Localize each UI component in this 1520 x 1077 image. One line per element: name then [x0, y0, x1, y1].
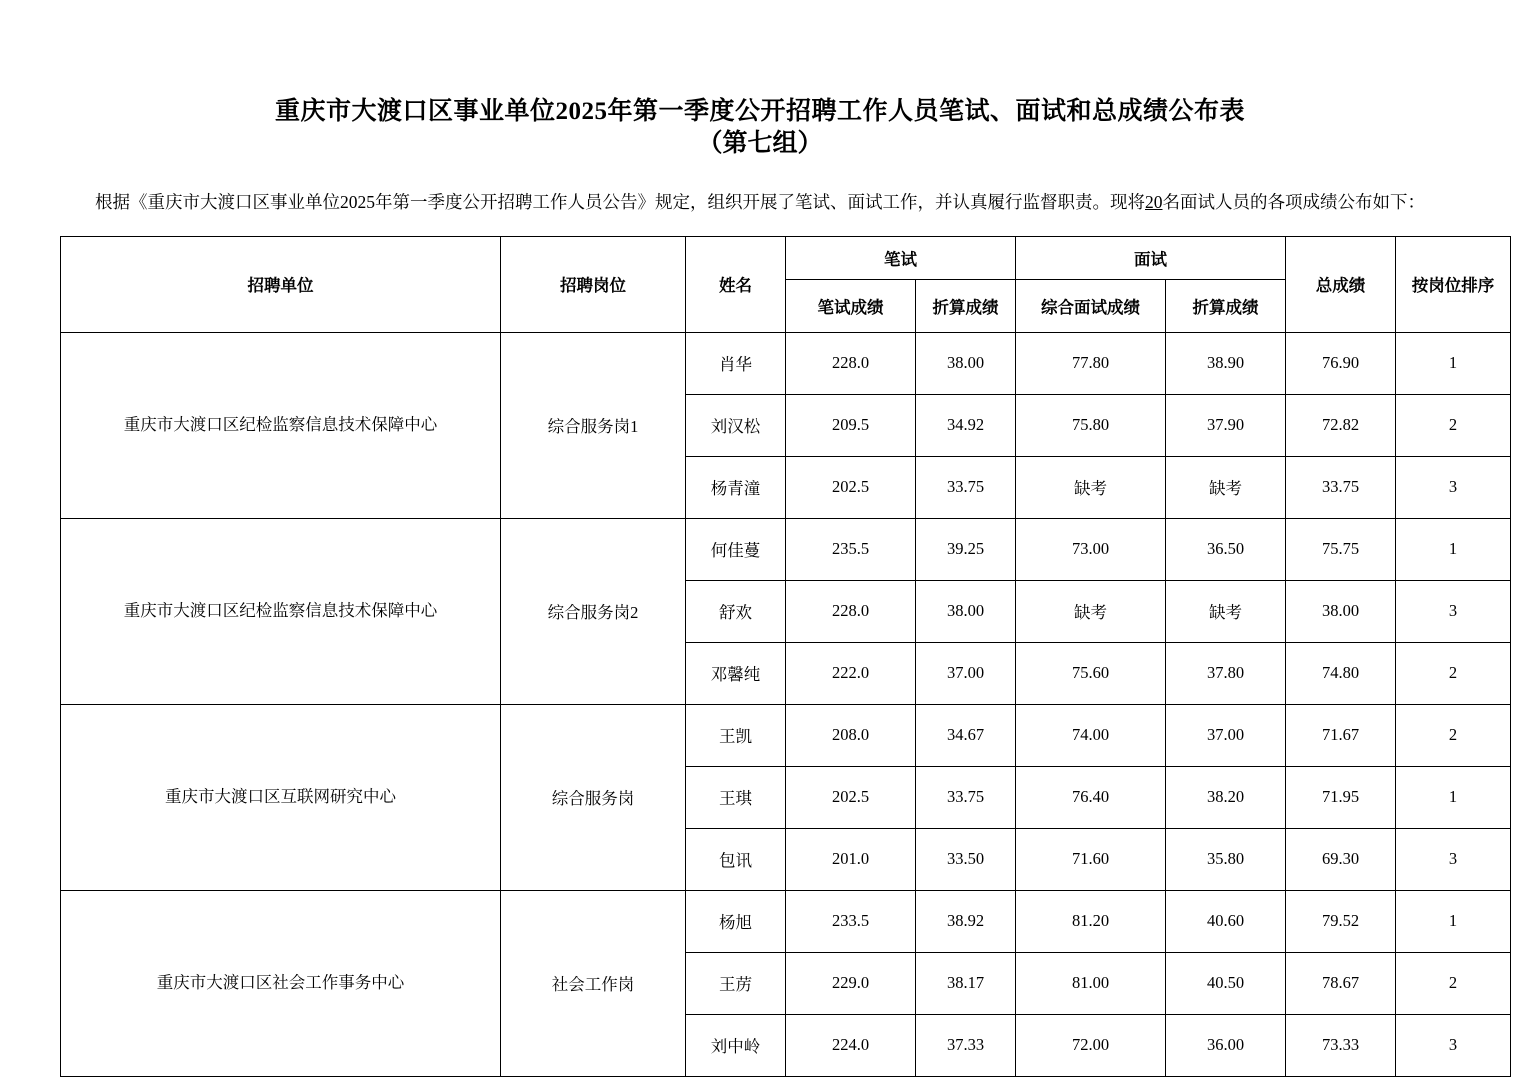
cell-rank: 2: [1396, 704, 1511, 766]
cell-written-score: 228.0: [786, 332, 916, 394]
cell-name: 刘汉松: [686, 394, 786, 456]
cell-total: 76.90: [1286, 332, 1396, 394]
cell-interview-converted: 40.60: [1166, 890, 1286, 952]
cell-written-converted: 39.25: [916, 518, 1016, 580]
column-header-written-score: 笔试成绩: [786, 279, 916, 332]
cell-total: 71.95: [1286, 766, 1396, 828]
cell-written-converted: 38.92: [916, 890, 1016, 952]
cell-name: 肖华: [686, 332, 786, 394]
cell-post: 综合服务岗: [501, 704, 686, 890]
cell-interview-score: 75.60: [1016, 642, 1166, 704]
intro-text-part1: 根据《重庆市大渡口区事业单位2025年第一季度公开招聘工作人员公告》规定，组织开展了笔试、面试工作，并认真履行监督职责。现将: [95, 192, 1145, 212]
cell-total: 38.00: [1286, 580, 1396, 642]
cell-post: 综合服务岗2: [501, 518, 686, 704]
column-header-total: 总成绩: [1286, 236, 1396, 332]
cell-interview-converted: 缺考: [1166, 456, 1286, 518]
cell-name: 杨青潼: [686, 456, 786, 518]
cell-rank: 2: [1396, 394, 1511, 456]
cell-total: 71.67: [1286, 704, 1396, 766]
document-title-block: [0, 0, 1520, 161]
cell-interview-converted: 37.90: [1166, 394, 1286, 456]
column-header-interview-converted: 折算成绩: [1166, 279, 1286, 332]
cell-interview-score: 81.00: [1016, 952, 1166, 1014]
cell-interview-converted: 37.00: [1166, 704, 1286, 766]
cell-written-score: 229.0: [786, 952, 916, 1014]
cell-post: 综合服务岗1: [501, 332, 686, 518]
cell-interview-score: 73.00: [1016, 518, 1166, 580]
cell-written-converted: 38.17: [916, 952, 1016, 1014]
cell-written-score: 228.0: [786, 580, 916, 642]
cell-interview-score: 81.20: [1016, 890, 1166, 952]
cell-total: 33.75: [1286, 456, 1396, 518]
cell-name: 王琪: [686, 766, 786, 828]
cell-rank: 1: [1396, 518, 1511, 580]
table-row: [61, 332, 1511, 394]
cell-rank: 3: [1396, 1014, 1511, 1076]
scores-table: [60, 236, 1511, 1077]
column-header-written-converted: 折算成绩: [916, 279, 1016, 332]
cell-written-score: 202.5: [786, 766, 916, 828]
cell-name: 何佳蔓: [686, 518, 786, 580]
cell-unit: 重庆市大渡口区纪检监察信息技术保障中心: [61, 332, 501, 518]
cell-written-score: 202.5: [786, 456, 916, 518]
cell-rank: 1: [1396, 766, 1511, 828]
cell-written-score: 209.5: [786, 394, 916, 456]
cell-written-converted: 38.00: [916, 580, 1016, 642]
page-title: 重庆市大渡口区事业单位2025年第一季度公开招聘工作人员笔试、面试和总成绩公布表: [274, 98, 1245, 125]
table-body: [61, 332, 1511, 1076]
cell-rank: 2: [1396, 642, 1511, 704]
column-header-post: 招聘岗位: [501, 236, 686, 332]
cell-interview-score: 75.80: [1016, 394, 1166, 456]
cell-interview-converted: 38.90: [1166, 332, 1286, 394]
cell-name: 杨旭: [686, 890, 786, 952]
cell-rank: 3: [1396, 828, 1511, 890]
cell-interview-score: 77.80: [1016, 332, 1166, 394]
cell-interview-converted: 36.00: [1166, 1014, 1286, 1076]
cell-written-score: 224.0: [786, 1014, 916, 1076]
table-row: [61, 890, 1511, 952]
cell-interview-score: 71.60: [1016, 828, 1166, 890]
cell-written-score: 201.0: [786, 828, 916, 890]
cell-total: 69.30: [1286, 828, 1396, 890]
cell-unit: 重庆市大渡口区互联网研究中心: [61, 704, 501, 890]
cell-written-converted: 37.33: [916, 1014, 1016, 1076]
cell-interview-score: 缺考: [1016, 456, 1166, 518]
cell-total: 78.67: [1286, 952, 1396, 1014]
intro-paragraph: [60, 187, 1460, 218]
cell-interview-converted: 37.80: [1166, 642, 1286, 704]
table-head: [61, 236, 1511, 332]
cell-rank: 3: [1396, 580, 1511, 642]
cell-written-converted: 33.75: [916, 456, 1016, 518]
cell-unit: 重庆市大渡口区社会工作事务中心: [61, 890, 501, 1076]
cell-interview-converted: 35.80: [1166, 828, 1286, 890]
cell-written-converted: 38.00: [916, 332, 1016, 394]
cell-interview-score: 72.00: [1016, 1014, 1166, 1076]
cell-total: 74.80: [1286, 642, 1396, 704]
cell-total: 72.82: [1286, 394, 1396, 456]
cell-interview-converted: 38.20: [1166, 766, 1286, 828]
cell-rank: 1: [1396, 332, 1511, 394]
column-header-interview-score: 综合面试成绩: [1016, 279, 1166, 332]
cell-rank: 3: [1396, 456, 1511, 518]
cell-interview-score: 76.40: [1016, 766, 1166, 828]
cell-name: 包讯: [686, 828, 786, 890]
cell-name: 刘中岭: [686, 1014, 786, 1076]
cell-total: 73.33: [1286, 1014, 1396, 1076]
table-row: [61, 704, 1511, 766]
cell-written-score: 233.5: [786, 890, 916, 952]
cell-name: 王苈: [686, 952, 786, 1014]
cell-written-converted: 34.92: [916, 394, 1016, 456]
cell-rank: 2: [1396, 952, 1511, 1014]
cell-written-converted: 33.75: [916, 766, 1016, 828]
cell-interview-converted: 36.50: [1166, 518, 1286, 580]
intro-text-part2: 名面试人员的各项成绩公布如下：: [1162, 192, 1425, 212]
cell-interview-score: 缺考: [1016, 580, 1166, 642]
cell-name: 邓馨纯: [686, 642, 786, 704]
cell-written-converted: 34.67: [916, 704, 1016, 766]
cell-rank: 1: [1396, 890, 1511, 952]
column-header-name: 姓名: [686, 236, 786, 332]
cell-written-score: 235.5: [786, 518, 916, 580]
cell-written-converted: 33.50: [916, 828, 1016, 890]
cell-written-converted: 37.00: [916, 642, 1016, 704]
cell-written-score: 222.0: [786, 642, 916, 704]
cell-interview-score: 74.00: [1016, 704, 1166, 766]
cell-interview-converted: 40.50: [1166, 952, 1286, 1014]
cell-total: 75.75: [1286, 518, 1396, 580]
cell-interview-converted: 缺考: [1166, 580, 1286, 642]
cell-name: 王凯: [686, 704, 786, 766]
column-header-written-group: 笔试: [786, 236, 1016, 279]
cell-total: 79.52: [1286, 890, 1396, 952]
cell-name: 舒欢: [686, 580, 786, 642]
column-header-unit: 招聘单位: [61, 236, 501, 332]
page-subtitle: （第七组）: [697, 130, 823, 158]
intro-candidate-count: 20: [1145, 192, 1163, 212]
table-header-row-group: [61, 236, 1511, 279]
cell-written-score: 208.0: [786, 704, 916, 766]
cell-post: 社会工作岗: [501, 890, 686, 1076]
table-row: [61, 518, 1511, 580]
cell-unit: 重庆市大渡口区纪检监察信息技术保障中心: [61, 518, 501, 704]
column-header-rank: 按岗位排序: [1396, 236, 1511, 332]
column-header-interview-group: 面试: [1016, 236, 1286, 279]
